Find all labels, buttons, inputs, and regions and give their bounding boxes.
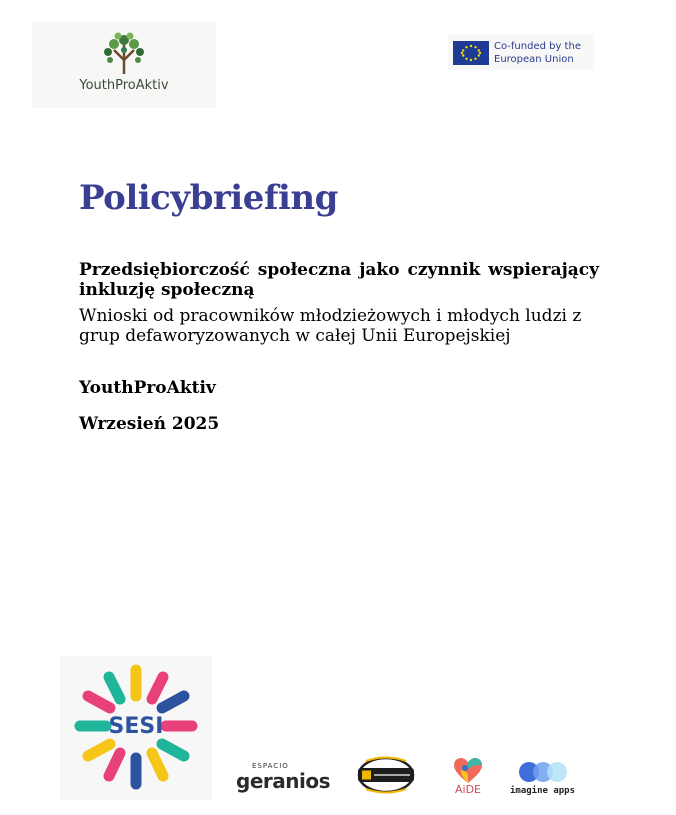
page-title: Policybriefing <box>79 178 338 218</box>
document-date: Wrzesień 2025 <box>79 414 220 434</box>
regeneracja-logo <box>354 755 418 795</box>
sesi-logo-text: SESI <box>108 714 164 739</box>
aide-logo-text: AiDE <box>454 783 481 796</box>
heart-icon <box>452 757 484 785</box>
document-organization: YouthProAktiv <box>79 378 216 398</box>
geranios-logo-small-text: ESPACIO <box>252 762 289 770</box>
eu-flag-icon <box>453 41 489 65</box>
espacio-geranios-logo <box>236 762 334 794</box>
aide-logo <box>448 757 488 799</box>
eu-cofunded-text: Co-funded by the European Union <box>494 41 581 65</box>
youthproaktiv-logo-text: YouthProAktiv <box>79 78 169 93</box>
geranios-logo-text: geranios <box>236 769 330 793</box>
regeneracja-emblem-icon <box>354 755 418 795</box>
youthproaktiv-logo <box>32 22 216 108</box>
imagine-apps-logo-text: imagine apps <box>510 786 576 796</box>
sesi-logo <box>60 656 212 800</box>
eu-cofunded-badge <box>448 34 594 70</box>
document-subtitle: Przedsiębiorczość społeczna jako czynnik wspierający inkluzję społeczną <box>79 260 599 300</box>
document-description: Wnioski od pracowników młodzieżowych i młodych ludzi z grup defaworyzowanych w całej Unii Europejskiej <box>79 306 582 346</box>
imagine-apps-logo <box>510 761 586 801</box>
tree-icon <box>98 30 150 76</box>
imagine-circles-icon <box>518 761 574 783</box>
